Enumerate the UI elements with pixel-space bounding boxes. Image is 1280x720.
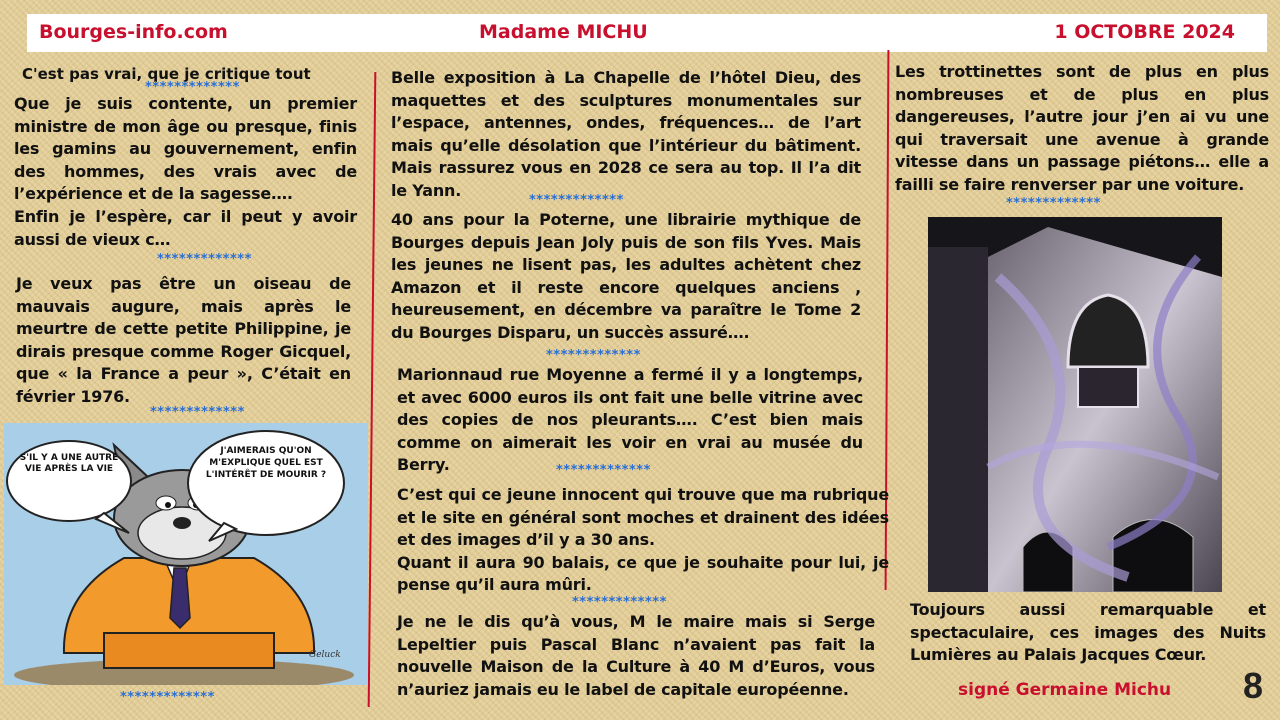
separator: ************* [556, 463, 651, 478]
bubble-left-text: S'IL Y A UNE AUTRE VIE APRÈS LA VIE [19, 453, 119, 474]
separator: ************* [529, 193, 624, 208]
separator: ************* [145, 80, 240, 95]
separator: ************* [1006, 196, 1101, 211]
publication-date: 1 OCTOBRE 2024 [1054, 21, 1235, 43]
photo-window-lower [1078, 367, 1138, 407]
photo-tower [928, 247, 988, 592]
separator: ************* [157, 252, 252, 267]
right-para-1: Les trottinettes sont de plus en plus nombreuses et de plus en plus dangereuses, l’autre jour j’en ai vu une qui traversait une avenue à grande vitesse dans un passage piétons… elle a failli se faire renverser par une voiture. [895, 62, 1269, 194]
middle-article-1 [391, 67, 861, 203]
middle-para-4b: Quant il aura 90 balais, ce que je souhaite pour lui, je pense qu’il aura mûri. [397, 552, 889, 595]
site-name[interactable]: Bourges-info.com [39, 21, 228, 43]
column-divider-left [368, 72, 377, 707]
right-article-1 [895, 61, 1269, 197]
left-subtitle: C'est pas vrai, que je critique tout [22, 65, 311, 83]
separator: ************* [572, 595, 667, 610]
middle-article-2 [391, 209, 861, 345]
photo-caption [910, 599, 1266, 667]
left-article-2 [16, 273, 351, 409]
cartoon-image [4, 423, 368, 685]
cartoon-signature: Geluck [309, 650, 341, 660]
cartoon-pupil-left [165, 502, 171, 508]
middle-para-1: Belle exposition à La Chapelle de l’hôtel Dieu, des maquettes et des sculptures monumentales sur l’espace, antennes, ondes, fréquences… de l’art mais qu’elle désolation que l’intérieur du bâtiment. Mais rassurez vous en 2028 ce sera au top. Il l’a dit le Yann. [391, 68, 861, 200]
cartoon-tie [170, 568, 190, 628]
photo-caption-text: Toujours aussi remarquable et spectaculaire, ces images des Nuits Lumières au Palais Jacques Cœur. [910, 600, 1266, 665]
bubble-right-text: J'AIMERAIS QU'ON M'EXPLIQUE QUEL EST L'INTÉRÊT DE MOURIR ? [205, 446, 327, 480]
page-number: 8 [1243, 665, 1264, 706]
separator: ************* [546, 348, 641, 363]
middle-para-3: Marionnaud rue Moyenne a fermé il y a longtemps, et avec 6000 euros ils ont fait une belle vitrine avec des copies de nos pleurants…. C’est bien mais comme on aimerait les voir en vrai au musée du Berry. [397, 365, 863, 475]
separator: ************* [120, 690, 215, 705]
middle-para-2: 40 ans pour la Poterne, une librairie mythique de Bourges depuis Jean Joly puis de son fils Yves. Mais les jeunes ne lisent pas, les adultes achètent chez Amazon et il reste encore quelques anciens , heureusement, en décembre va paraître le Tome 2 du Bourges Disparu, un succès assuré…. [391, 210, 861, 342]
cartoon-drawing [4, 423, 368, 685]
palais-jacques-coeur-photo [928, 217, 1222, 592]
left-para-1: Que je suis contente, un premier ministre de mon âge ou presque, finis les gamins au gouvernement, enfin des hommes, des vrais avec de l’expérience et de la sagesse…. [14, 94, 357, 204]
page-title: Madame MICHU [479, 21, 648, 43]
cartoon-nose [173, 517, 191, 529]
left-article-1 [14, 93, 357, 251]
photo-drawing [928, 217, 1222, 592]
middle-para-4: C’est qui ce jeune innocent qui trouve que ma rubrique et le site en général sont moches et drainent des idées et des images d’il y a 30 ans. [397, 485, 889, 550]
middle-para-5: Je ne le dis qu’à vous, M le maire mais si Serge Lepeltier puis Pascal Blanc n’avaient pas fait la nouvelle Maison de la Culture à 40 M d’Euros, vous n’auriez jamais eu le label de capitale européenne. [397, 612, 875, 699]
left-para-1b: Enfin je l’espère, car il peut y avoir aussi de vieux c… [14, 206, 357, 249]
cartoon-coat-bottom [104, 633, 274, 668]
middle-article-4 [397, 484, 889, 597]
middle-article-5 [397, 611, 875, 701]
author-signature: signé Germaine Michu [958, 680, 1172, 700]
left-para-2: Je veux pas être un oiseau de mauvais augure, mais après le meurtre de cette petite Philippine, je dirais presque comme Roger Gicquel, que « la France a peur », C’était en février 1976. [16, 274, 351, 406]
header-bar [27, 14, 1267, 52]
middle-article-3 [397, 364, 863, 477]
separator: ************* [150, 405, 245, 420]
